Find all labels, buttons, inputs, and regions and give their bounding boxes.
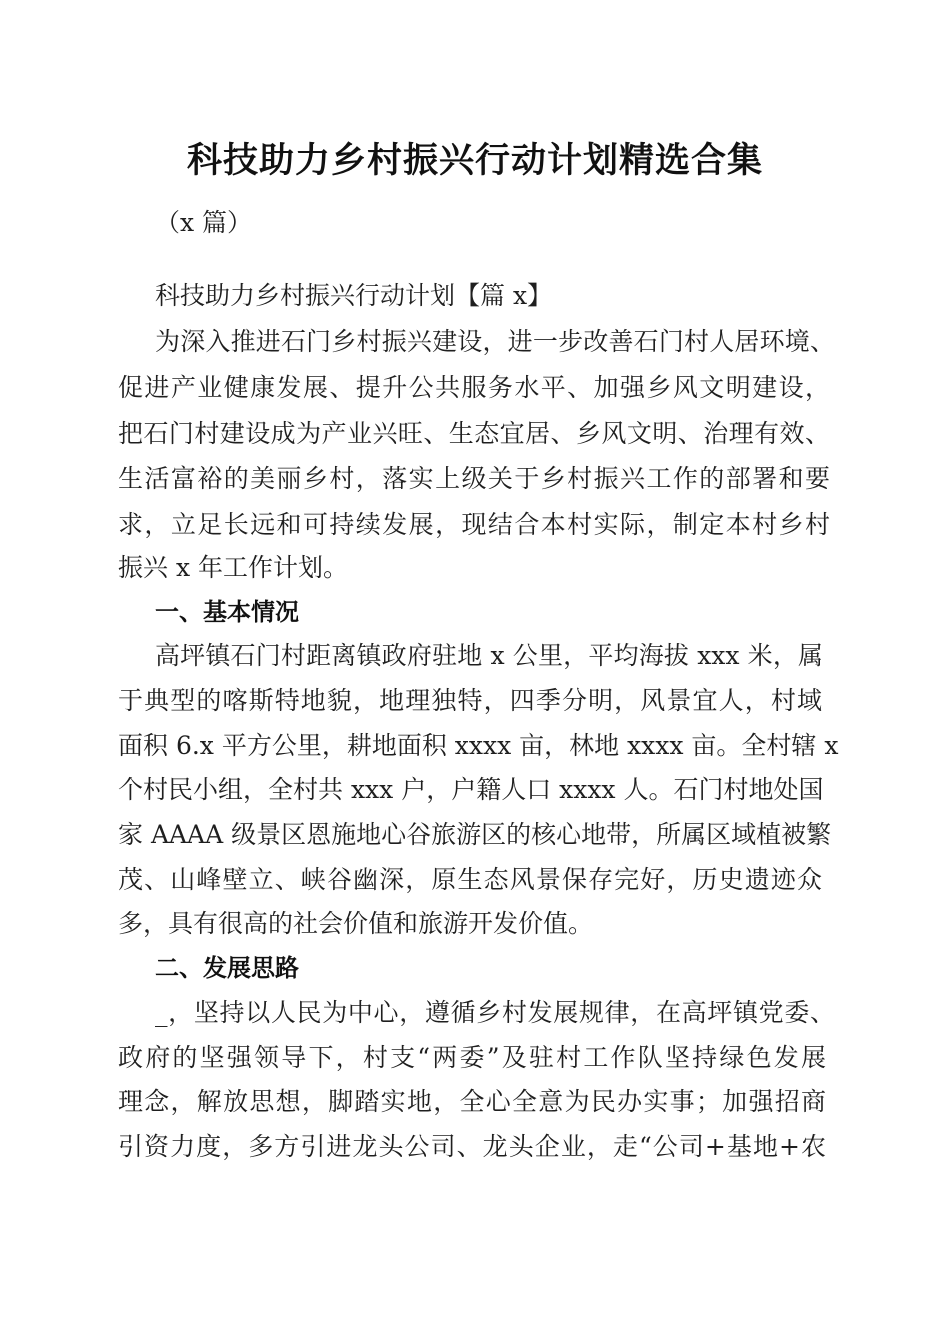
paragraph-line: 生活富裕的美丽乡村，落实上级关于乡村振兴工作的部署和要	[118, 464, 830, 493]
paragraph-line: 把石门村建设成为产业兴旺、生态宜居、乡风文明、治理有效、	[118, 419, 830, 448]
paragraph-line: 个村民小组，全村共 xxx 户，户籍人口 xxxx 人。石门村地处国	[118, 775, 824, 804]
paragraph-line: 面积 6.x 平方公里，耕地面积 xxxx 亩，林地 xxxx 亩。全村辖 x	[118, 731, 839, 760]
paragraph-line: 家 AAAA 级景区恩施地心谷旅游区的核心地带，所属区域植被繁	[118, 820, 832, 849]
paragraph-line: 求，立足长远和可持续发展，现结合本村实际，制定本村乡村	[118, 510, 830, 539]
document-title: 科技助力乡村振兴行动计划精选合集	[186, 141, 763, 181]
paragraph-line: 理念，解放思想，脚踏实地，全心全意为民办实事；加强招商	[118, 1087, 826, 1116]
paragraph-line: 为深入推进石门乡村振兴建设，进一步改善石门村人居环境、	[155, 327, 835, 356]
paragraph-line: 振兴 x 年工作计划。	[118, 553, 348, 582]
paragraph-line: 高坪镇石门村距离镇政府驻地 x 公里，平均海拔 xxx 米，属	[155, 641, 823, 670]
paragraph-line: 促进产业健康发展、提升公共服务水平、加强乡风文明建设，	[118, 373, 830, 402]
section-title: 科技助力乡村振兴行动计划【篇 x】	[155, 281, 553, 310]
count-note: （x 篇）	[155, 208, 253, 237]
section-heading: 二、发展思路	[155, 954, 299, 982]
paragraph-line: 政府的坚强领导下，村支“两委”及驻村工作队坚持绿色发展	[118, 1043, 826, 1072]
paragraph-line: _，坚持以人民为中心，遵循乡村发展规律，在高坪镇党委、	[155, 998, 835, 1027]
paragraph-line: 多，具有很高的社会价值和旅游开发价值。	[118, 909, 594, 938]
section-heading: 一、基本情况	[155, 598, 299, 626]
paragraph-line: 引资力度，多方引进龙头公司、龙头企业，走“公司+基地+农	[118, 1132, 826, 1161]
paragraph-line: 茂、山峰壁立、峡谷幽深，原生态风景保存完好，历史遗迹众	[118, 865, 822, 894]
paragraph-line: 于典型的喀斯特地貌，地理独特，四季分明，风景宜人，村域	[118, 686, 822, 715]
